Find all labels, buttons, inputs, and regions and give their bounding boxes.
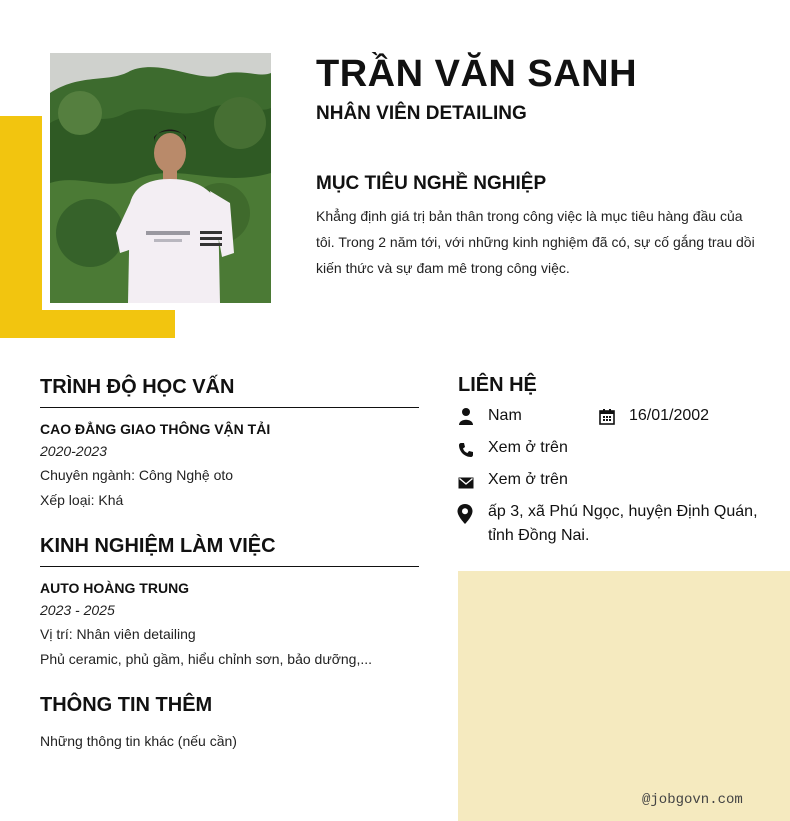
decorative-panel	[458, 571, 790, 821]
calendar-icon	[599, 408, 615, 426]
education-heading: TRÌNH ĐỘ HỌC VẤN	[40, 376, 235, 398]
experience-duties: Phủ ceramic, phủ gầm, hiểu chỉnh sơn, bảo dưỡng,...	[40, 651, 373, 667]
additional-info-heading: THÔNG TIN THÊM	[40, 694, 213, 716]
phone-icon	[458, 441, 474, 459]
education-divider	[40, 407, 419, 408]
education-major: Chuyên ngành: Công Nghệ oto	[40, 467, 234, 483]
experience-heading: KINH NGHIỆM LÀM VIỆC	[40, 535, 276, 557]
mail-icon	[458, 474, 474, 492]
watermark: @jobgovn.com	[642, 792, 743, 808]
contact-address: ấp 3, xã Phú Ngọc, huyện Định Quán, tỉnh Đồng Nai.	[488, 503, 758, 544]
education-section	[40, 376, 419, 508]
candidate-name: TRẦN VĂN SANH	[316, 53, 638, 95]
experience-section	[40, 535, 419, 667]
experience-divider	[40, 566, 419, 567]
experience-company: AUTO HOÀNG TRUNG	[40, 580, 190, 596]
job-title: NHÂN VIÊN DETAILING	[316, 103, 527, 124]
objective-text: Khẳng định giá trị bản thân trong công việc là mục tiêu hàng đầu của tôi. Trong 2 năm tới, với những kinh nghiệm đã có, sự cố gắng trau dồi kiến thức và sự đam mê trong công việc.	[316, 208, 755, 276]
profile-photo	[50, 53, 271, 303]
contact-heading: LIÊN HỆ	[458, 374, 537, 396]
contact-gender: Nam	[488, 407, 522, 424]
location-pin-icon	[457, 504, 473, 524]
contact-birthday: 16/01/2002	[629, 407, 710, 424]
additional-info-section	[40, 694, 419, 749]
education-period: 2020-2023	[40, 443, 107, 459]
accent-block-left	[0, 116, 42, 338]
experience-position: Vị trí: Nhân viên detailing	[40, 626, 196, 642]
education-grade: Xếp loại: Khá	[40, 492, 124, 508]
contact-phone: Xem ở trên	[488, 439, 568, 456]
objective-heading: MỤC TIÊU NGHỀ NGHIỆP	[316, 173, 547, 194]
education-school: CAO ĐẲNG GIAO THÔNG VẬN TẢI	[40, 421, 271, 437]
contact-email: Xem ở trên	[488, 471, 568, 488]
person-icon	[458, 407, 474, 425]
additional-info-text: Những thông tin khác (nếu cần)	[40, 733, 237, 749]
accent-block-bottom	[0, 310, 175, 338]
experience-period: 2023 - 2025	[40, 602, 115, 618]
